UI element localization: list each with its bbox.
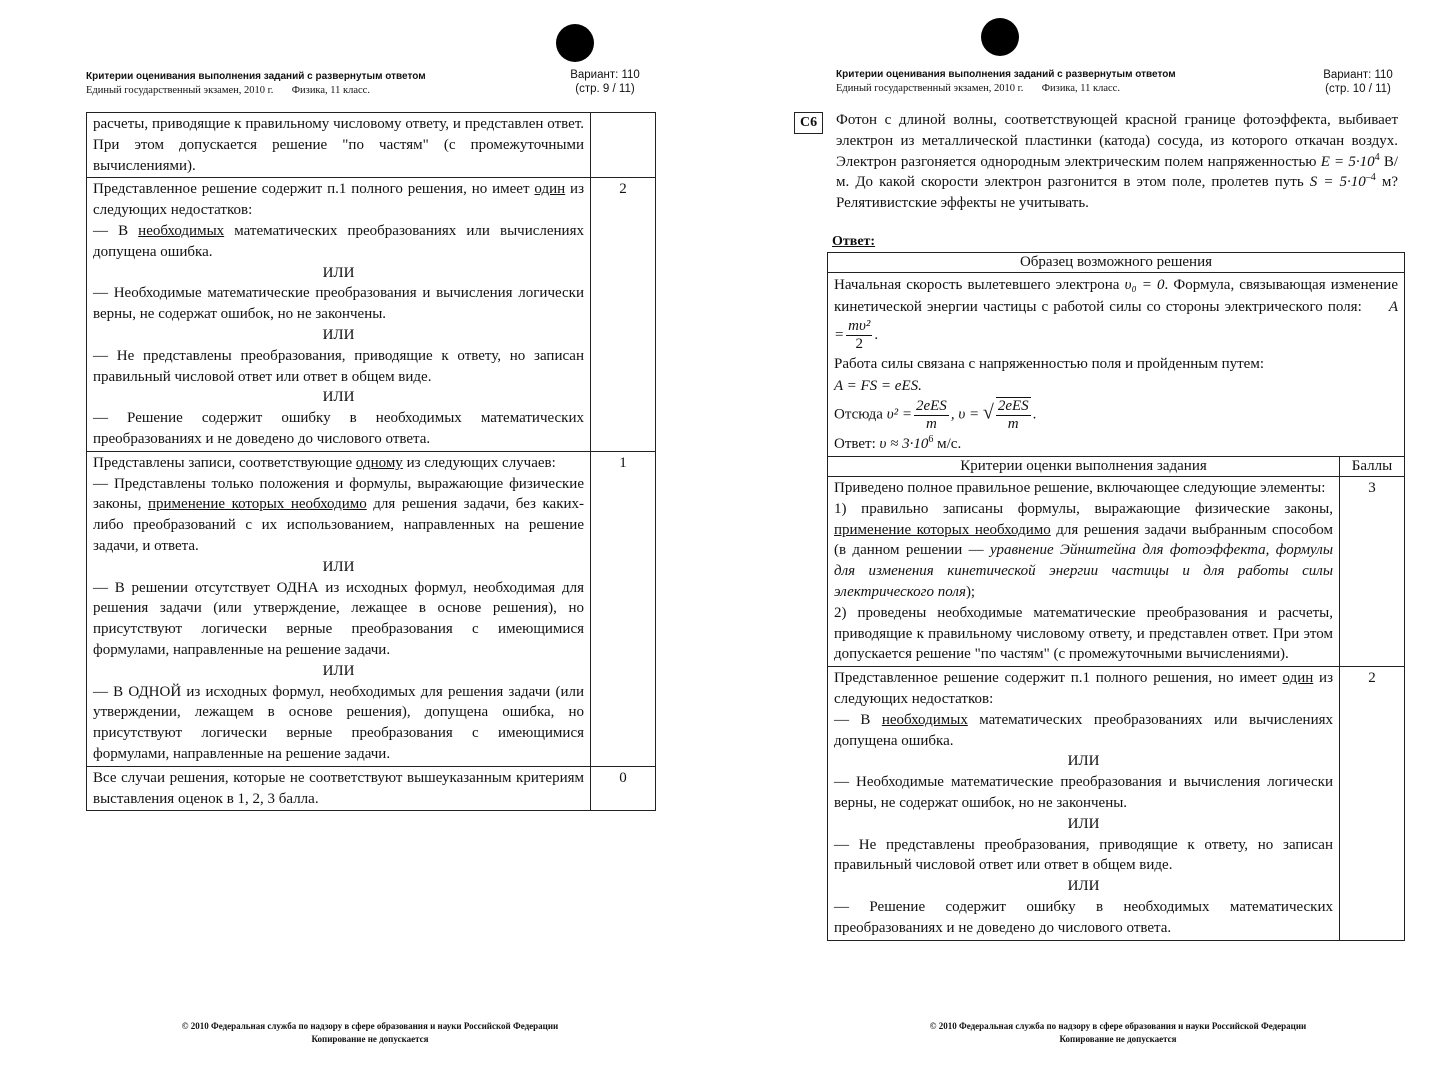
score-cell: 1 [591, 451, 656, 766]
criteria-text: Все случаи решения, которые не соответствуют вышеуказанным критериям выставления оценок в 1, 2, 3 балла. [87, 766, 591, 811]
criteria-text: расчеты, приводящие к правильному числовому ответу, и представлен ответ. При этом допускается решение "по частям" (с промежуточными вычислениями). [87, 113, 591, 178]
answer-label: Ответ: [832, 234, 876, 249]
criteria-text: Представленное решение содержит п.1 полного решения, но имеет один из следующих недостатков: — В необходимых математических преобразованиях или вычислениях допущена ошибка. ИЛИ — Необходимые математические преобразования и вычисления логически верны, не содержат ошибок, но не закончены. ИЛИ — Не представлены преобразования, приводящие к ответу, но записан правильный числовой ответ или ответ в общем виде. ИЛИ — Решение содержит ошибку в необходимых математических преобразованиях и не доведено до числового ответа. [828, 667, 1340, 940]
solution-table [827, 252, 1405, 941]
table-row [87, 766, 656, 811]
page-number: (стр. 10 / 11) [1325, 83, 1391, 95]
binding-hole [981, 18, 1019, 56]
score-cell: 3 [1340, 477, 1405, 667]
page-header: Критерии оценивания выполнения заданий с развернутым ответом Единый государственный экзамен, 2010 г. Физика, 11 класс. [836, 69, 1176, 94]
table-row [87, 178, 656, 451]
score-cell: 2 [591, 178, 656, 451]
variant-label: Вариант: 110 (стр. 10 / 11) [1323, 69, 1393, 95]
criteria-table [86, 112, 656, 811]
table-row [87, 451, 656, 766]
criteria-text: Представлены записи, соответствующие одному из следующих случаев: — Представлены только положения и формулы, выражающие физические законы, применение которых необходимо для решения задачи, без каких-либо преобразований с их использованием, направленных на решение задачи, и ответа. ИЛИ — В решении отсутствует ОДНА из исходных формул, необходимая для решения задачи (или утверждение, лежащее в основе решения), но присутствуют логически верные преобразования с имеющимися формулами, направленные на решение задачи. ИЛИ — В ОДНОЙ из исходных формул, необходимых для решения задачи (или утверждении, лежащем в основе решения), допущена ошибка, но присутствуют логически верные преобразования с имеющимися формулами, направленные на решение задачи. [87, 451, 591, 766]
table-row [87, 113, 656, 178]
score-cell [591, 113, 656, 178]
table-row [828, 477, 1405, 667]
score-cell: 0 [591, 766, 656, 811]
binding-hole [556, 24, 594, 62]
score-cell: 2 [1340, 667, 1405, 940]
page-footer: © 2010 Федеральная служба по надзору в сфере образования и науки Российской Федерации Копирование не допускается [929, 1021, 1307, 1044]
solution-header: Образец возможного решения [828, 253, 1405, 273]
solution-body: Начальная скорость вылетевшего электрона υ₀ = 0. Формула, связывающая изменение кинетической энергии частицы с работой силы со стороны электрического поля: A = $\frac{\text{mυ²}}{2}$ . Работа силы связана с напряженностью поля и пройденным путем: A = FS = eES. Отсюда υ² = $\frac{\text{2eES}}{m}$ , υ = √ $\frac{\text{2eES}}{m}$ . Ответ: $\upsilon \approx 3\cdot 10^6$ м/с. [828, 273, 1405, 457]
variant-label: Вариант: 110 (стр. 9 / 11) [570, 69, 640, 95]
right-page [728, 0, 1456, 1066]
criteria-header: Критерии оценки выполнения задания [828, 457, 1340, 477]
criteria-text: Приведено полное правильное решение, включающее следующие элементы: 1) правильно записаны формулы, выражающие физические законы, применение которых необходимо для решения задачи выбранным способом (в данном решении — уравнение Эйнштейна для фотоэффекта, формулы для изменения кинетической энергии частицы и для работы силы электрического поля); 2) проведены необходимые математические преобразования и расчеты, приводящие к правильному числовому ответу, и представлен ответ. При этом допускается решение "по частям" (с промежуточными вычислениями). [828, 477, 1340, 667]
table-row [828, 667, 1405, 940]
page-footer: © 2010 Федеральная служба по надзору в сфере образования и науки Российской Федерации Копирование не допускается [181, 1021, 559, 1044]
score-header: Баллы [1340, 457, 1405, 477]
criteria-text: Представленное решение содержит п.1 полного решения, но имеет один из следующих недостатков: — В необходимых математических преобразованиях или вычислениях допущена ошибка. ИЛИ — Необходимые математические преобразования и вычисления логически верны, не содержат ошибок, но не закончены. ИЛИ — Не представлены преобразования, приводящие к ответу, но записан правильный числовой ответ или ответ в общем виде. ИЛИ — Решение содержит ошибку в необходимых математических преобразованиях и не доведено до числового ответа. [87, 178, 591, 451]
task-text: Фотон с длиной волны, соответствующей красной границе фотоэффекта, выбивает электрон из металлической пластинки (катода) сосуда, из которого откачан воздух. Электрон разгоняется однородным электрическим полем напряженностью $E = 5\cdot 10^4$ В/м. До какой скорости электрон разгонится в этом поле, пролетев путь $S = 5\cdot 10^{-4}$ м? Релятивистские эффекты не учитывать. [836, 112, 1399, 212]
page-number: (стр. 9 / 11) [575, 83, 635, 95]
page-header: Критерии оценивания выполнения заданий с развернутым ответом Единый государственный экзамен, 2010 г. Физика, 11 класс. [86, 71, 426, 96]
task-label: C6 [794, 112, 823, 134]
